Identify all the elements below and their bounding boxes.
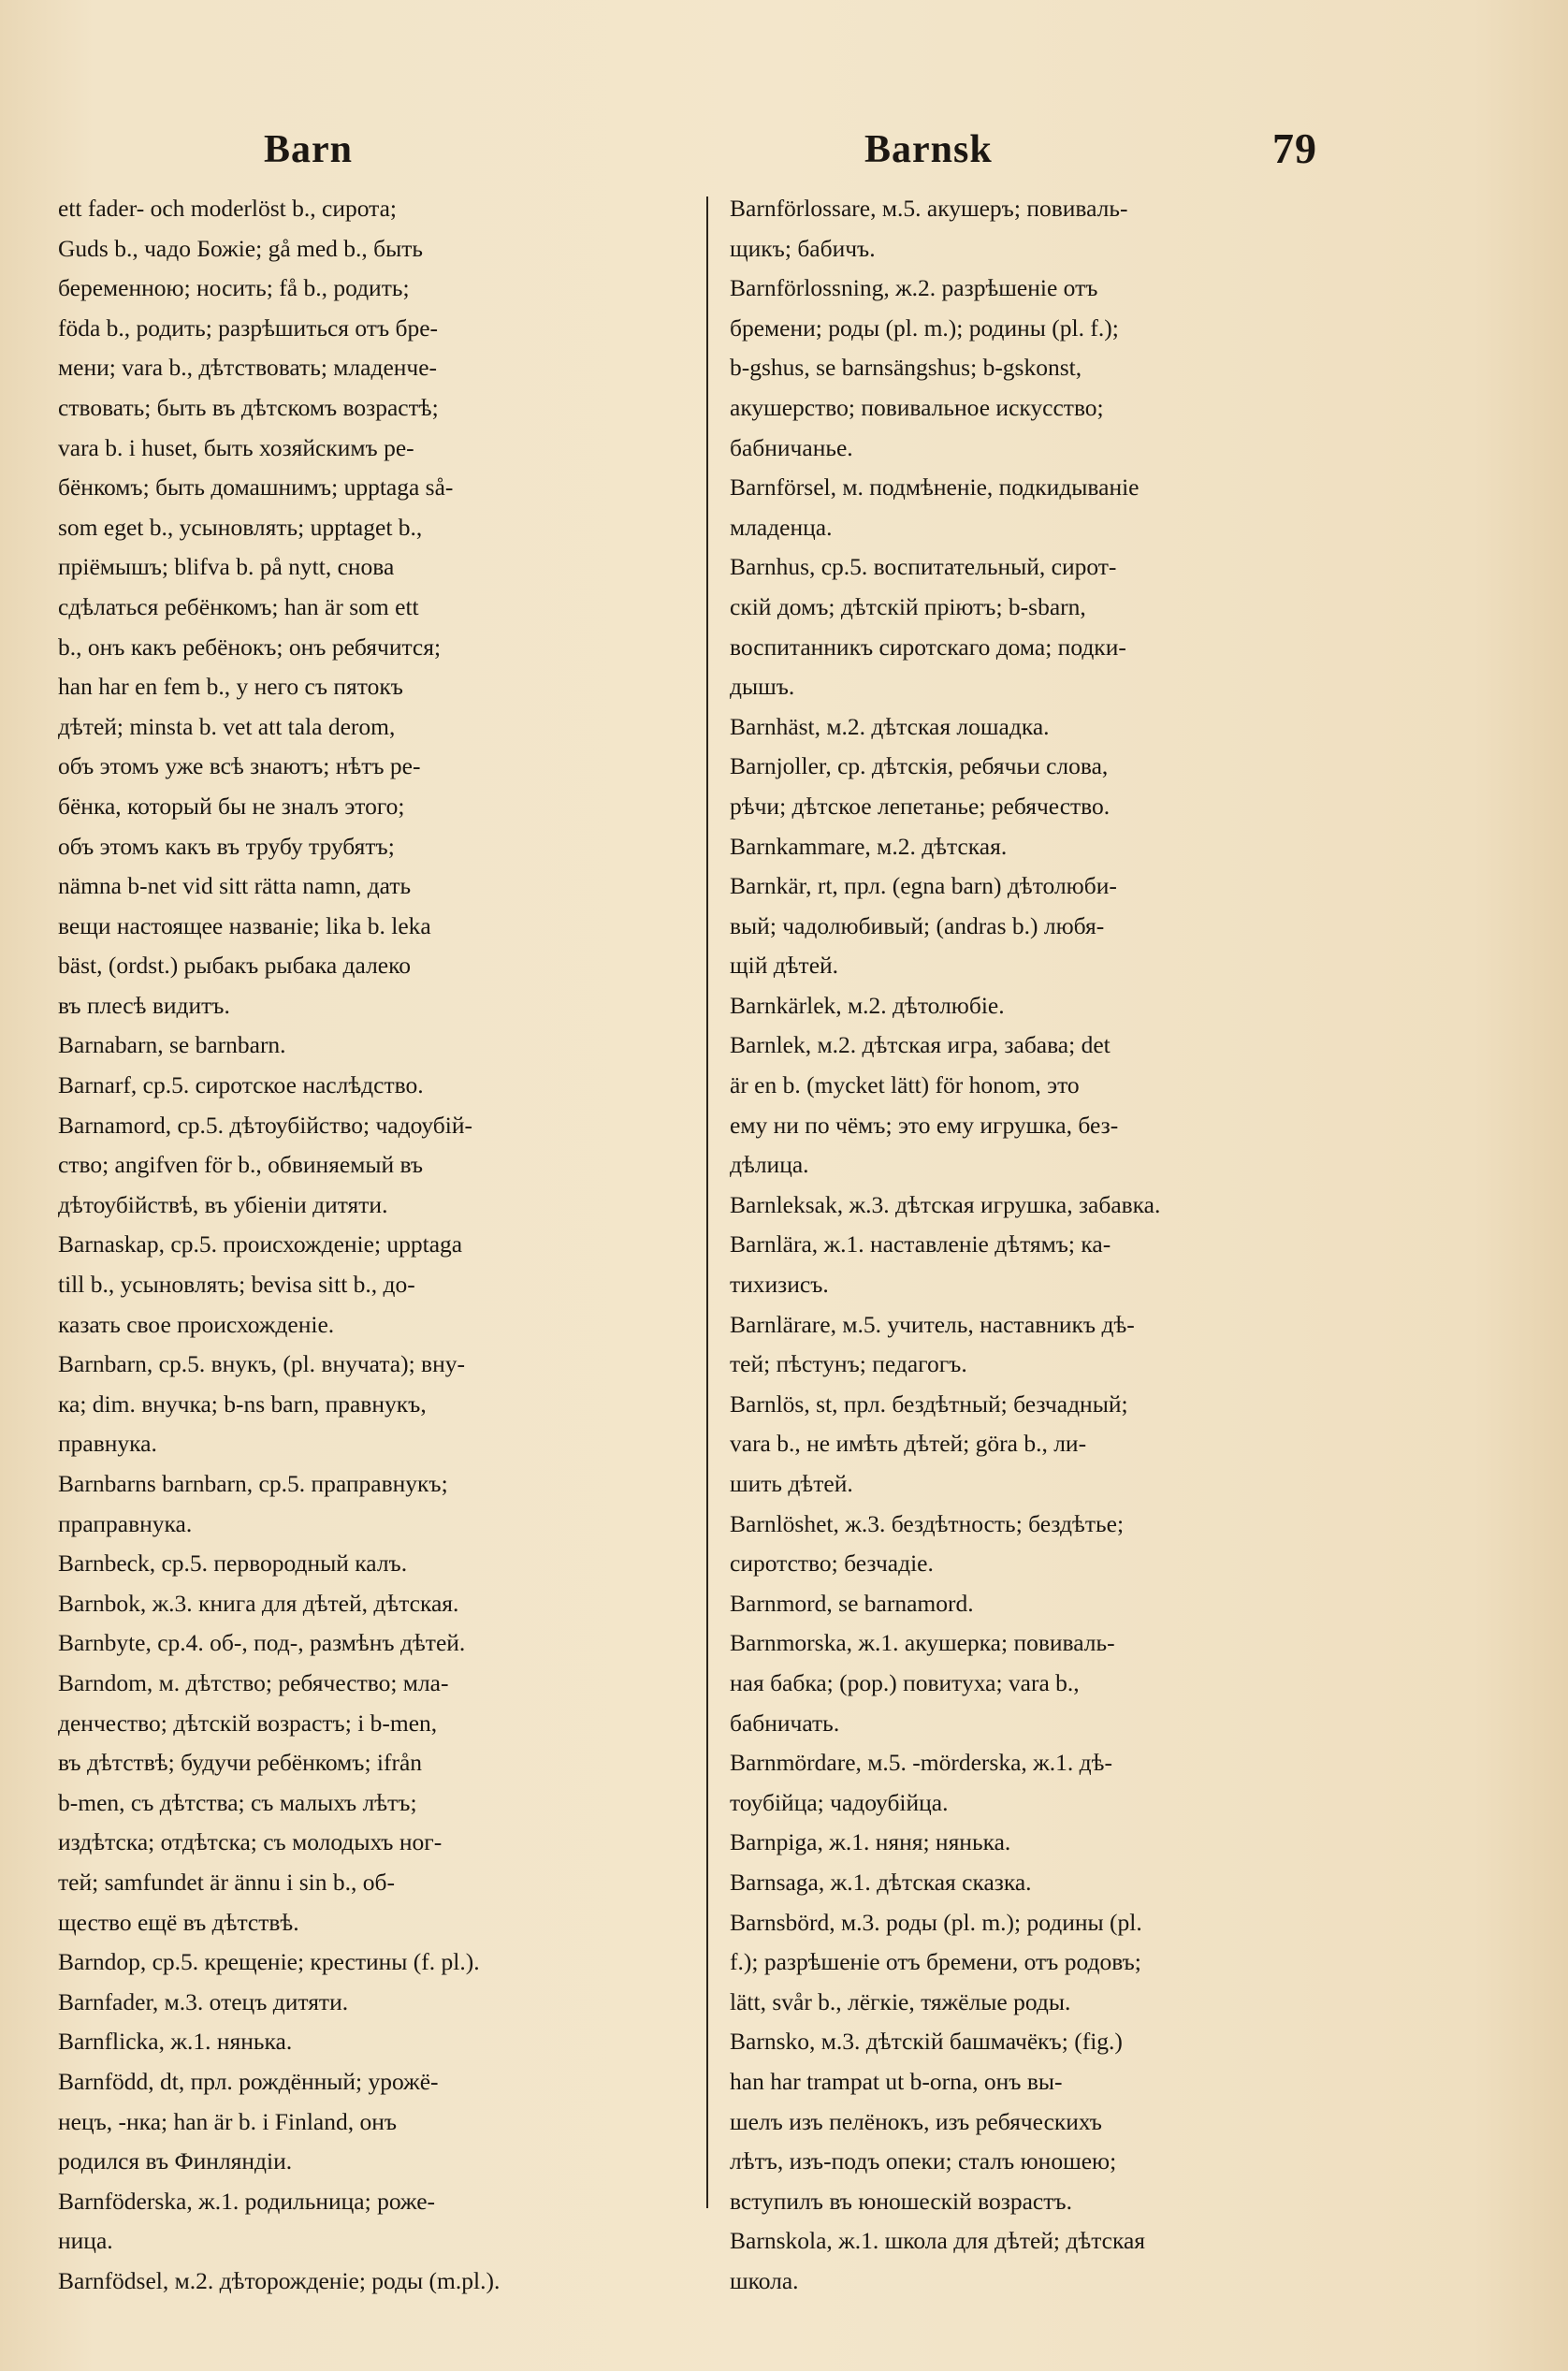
text-line: Barnaskap, ср.5. происхожденіе; upptaga [58,1230,463,1258]
text-line: объ этомъ уже всѣ знаютъ; нѣтъ ре- [58,752,421,780]
text-line: воспитанникъ сиротскаго дома; подки- [730,633,1126,661]
text-line: Barnlek, м.2. дѣтская игра, забава; det [730,1031,1111,1059]
text-line: som eget b., усыновлять; upptaget b., [58,513,423,541]
text-line: въ плесѣ видитъ. [58,991,230,1019]
page-header [0,120,1568,176]
text-line: шелъ изъ пелёнокъ, изъ ребяческихъ [730,2107,1102,2135]
text-line: праправнука. [58,1509,193,1537]
text-line: тихизисъ. [730,1271,829,1299]
text-line: bäst, (ordst.) рыбакъ рыбака далеко [58,952,411,980]
text-line: щикъ; бабичъ. [730,234,876,262]
text-line: Barnfödd, dt, прл. рождённый; урожё- [58,2067,439,2095]
text-line: Barnkär, rt, прл. (egna barn) дѣтолюби- [730,872,1117,900]
text-line: Barnhäst, м.2. дѣтская лошадка. [730,712,1050,740]
text-line: тоубійца; чадоубійца. [730,1788,949,1816]
text-line: b-men, съ дѣтства; съ малыхъ лѣтъ; [58,1788,417,1816]
text-line: Barnlära, ж.1. наставленіе дѣтямъ; ка- [730,1230,1111,1258]
text-line: Barnlärare, м.5. учитель, наставникъ дѣ- [730,1310,1135,1338]
text-line: Barnlös, st, прл. бездѣтный; безчадный; [730,1389,1128,1418]
text-line: Barnsbörd, м.3. роды (pl. m.); родины (pl. [730,1908,1142,1936]
text-line: Guds b., чадо Божіе; gå med b., быть [58,234,424,262]
text-line: дышъ. [730,673,795,701]
text-line: han har trampat ut b-orna, онъ вы- [730,2067,1063,2095]
text-line: Barnbarn, ср.5. внукъ, (pl. внучата); вну- [58,1350,465,1378]
text-line: шить дѣтей. [730,1470,853,1497]
column-divider [706,196,708,2208]
text-line: ка; dim. внучка; b-ns barn, правнукъ, [58,1389,427,1418]
text-line: Barnjoller, ср. дѣтскія, ребячьи слова, [730,752,1109,780]
text-line: Barnfödsel, м.2. дѣторожденіе; роды (m.pl.). [58,2266,501,2294]
text-line: ему ни по чёмъ; это ему игрушка, без- [730,1111,1119,1139]
text-line: сдѣлаться ребёнкомъ; han är som ett [58,592,419,620]
text-line: Barnlöshet, ж.3. бездѣтность; бездѣтье; [730,1509,1125,1537]
text-line: Barnbeck, ср.5. первородный калъ. [58,1549,408,1578]
text-line: правнука. [58,1430,157,1458]
text-line: бёнка, который бы не зналъ этого; [58,792,405,820]
text-line: казать свое происхожденіе. [58,1310,335,1338]
text-line: Barnflicka, ж.1. нянька. [58,2028,293,2056]
text-line: Barnbyte, ср.4. об-, под-, размѣнъ дѣтей. [58,1629,466,1657]
text-line: Barnfader, м.3. отецъ дитяти. [58,1987,349,2015]
text-line: акушерство; повивальное искусство; [730,393,1104,421]
text-line: f.); разрѣшеніе отъ бремени, отъ родовъ; [730,1948,1141,1976]
text-line: vara b. i huset, быть хозяйскимъ ре- [58,433,414,461]
text-line: Barnförsel, м. подмѣненіе, подкидываніе [730,473,1140,502]
text-line: ная бабка; (рор.) повитуха; vara b., [730,1668,1080,1696]
text-line: щій дѣтей. [730,952,839,980]
right-column [730,189,1375,2301]
text-line: Barnarf, ср.5. сиротское наслѣдство. [58,1071,424,1099]
text-line: лѣтъ, изъ-подъ опеки; сталъ юношею; [730,2147,1117,2175]
text-line: Barnkammare, м.2. дѣтская. [730,832,1008,860]
text-line: тей; samfundet är ännu i sin b., об- [58,1868,395,1896]
text-line: Barndop, ср.5. крещеніе; крестины (f. pl.). [58,1948,480,1976]
text-line: вещи настоящее названіе; lika b. leka [58,911,431,939]
text-line: ett fader- och moderlöst b., сирота; [58,195,398,222]
text-line: рѣчи; дѣтское лепетанье; ребячество. [730,792,1111,820]
text-line: нецъ, -нка; han är b. i Finland, онъ [58,2107,398,2135]
text-line: мени; vara b., дѣтствовать; младенче- [58,354,438,382]
text-line: дѣлица. [730,1151,809,1179]
text-line: Barnmorska, ж.1. акушерка; повиваль- [730,1629,1115,1657]
text-line: Barnpiga, ж.1. няня; нянька. [730,1828,1011,1856]
text-line: пріёмышъ; blifva b. på nytt, снова [58,553,395,581]
text-line: Barnamord, ср.5. дѣтоубійство; чадоубій- [58,1111,472,1139]
text-line: школа. [730,2266,799,2294]
text-line: är en b. (mycket lätt) för honom, это [730,1071,1080,1099]
header-right-guide-word: Barnsk [864,128,993,171]
text-line: дѣтей; minsta b. vet att tala derom, [58,712,396,740]
text-line: Barnmördare, м.5. -mörderska, ж.1. дѣ- [730,1749,1112,1777]
text-line: b., онъ какъ ребёнокъ; онъ ребячится; [58,633,442,661]
text-line: тей; пѣстунъ; педагогъ. [730,1350,967,1378]
header-left-guide-word: Barn [264,128,354,171]
text-line: бремени; роды (pl. m.); родины (pl. f.); [730,313,1119,342]
text-line: дѣтоубійствѣ, въ убіеніи дитяти. [58,1190,388,1218]
text-line: вступилъ въ юношескій возрастъ. [730,2187,1072,2215]
text-line: Barnförlossare, м.5. акушеръ; повиваль- [730,195,1128,222]
text-line: бабничанье. [730,433,853,461]
text-line: денчество; дѣтскій возрастъ; i b-men, [58,1709,438,1737]
text-line: родился въ Финляндіи. [58,2147,293,2175]
text-line: беременною; носить; få b., родить; [58,274,410,302]
text-line: föda b., родить; разрѣшиться отъ бре- [58,313,439,342]
text-line: Barnbok, ж.3. книга для дѣтей, дѣтская. [58,1589,459,1617]
text-line: Barnbarns barnbarn, ср.5. праправнукъ; [58,1470,448,1497]
text-line: младенца. [730,513,833,541]
text-line: объ этомъ какъ въ трубу трубятъ; [58,832,395,860]
text-line: Barnhus, ср.5. воспитательный, сирот- [730,553,1117,581]
text-line: вый; чадолюбивый; (andras b.) любя- [730,911,1105,939]
text-line: till b., усыновлять; bevisa sitt b., до- [58,1271,415,1299]
text-line: Barnabarn, se barnbarn. [58,1031,286,1059]
text-line: щество ещё въ дѣтствѣ. [58,1908,299,1936]
text-line: b-gshus, se barnsängshus; b-gskonst, [730,354,1082,382]
text-line: Barnskola, ж.1. школа для дѣтей; дѣтская [730,2227,1146,2255]
text-line: ствовать; быть въ дѣтскомъ возрастѣ; [58,393,439,421]
text-line: издѣтска; отдѣтска; съ молодыхъ ног- [58,1828,443,1856]
text-line: сиротство; безчадіе. [730,1549,934,1578]
text-line: Barnmord, se barnamord. [730,1589,974,1617]
page-number: 79 [1272,124,1317,172]
text-line: скій домъ; дѣтскій пріютъ; b-sbarn, [730,592,1086,620]
text-line: han har en fem b., у него съ пятокъ [58,673,403,701]
text-line: бёнкомъ; быть домашнимъ; upptaga så- [58,473,454,502]
text-line: Barnkärlek, м.2. дѣтолюбіе. [730,991,1005,1019]
text-line: Barnsko, м.3. дѣтскій башмачёкъ; (fig.) [730,2028,1123,2056]
text-line: lätt, svår b., лёгкіе, тяжёлые роды. [730,1987,1071,2015]
text-line: ница. [58,2227,113,2255]
text-line: ство; angifven för b., обвиняемый въ [58,1151,424,1179]
left-column [58,189,704,2301]
text-line: Barndom, м. дѣтство; ребячество; мла- [58,1668,449,1696]
text-line: vara b., не имѣть дѣтей; göra b., ли- [730,1430,1087,1458]
text-line: Barnsaga, ж.1. дѣтская сказка. [730,1868,1032,1896]
text-line: въ дѣтствѣ; будучи ребёнкомъ; ifrån [58,1749,423,1777]
text-line: Barnleksak, ж.3. дѣтская игрушка, забавка. [730,1190,1161,1218]
text-line: бабничать. [730,1709,840,1737]
text-line: Barnförlossning, ж.2. разрѣшеніе отъ [730,274,1098,302]
text-line: nämna b-net vid sitt rätta namn, дать [58,872,412,900]
text-line: Barnföderska, ж.1. родильница; роже- [58,2187,436,2215]
